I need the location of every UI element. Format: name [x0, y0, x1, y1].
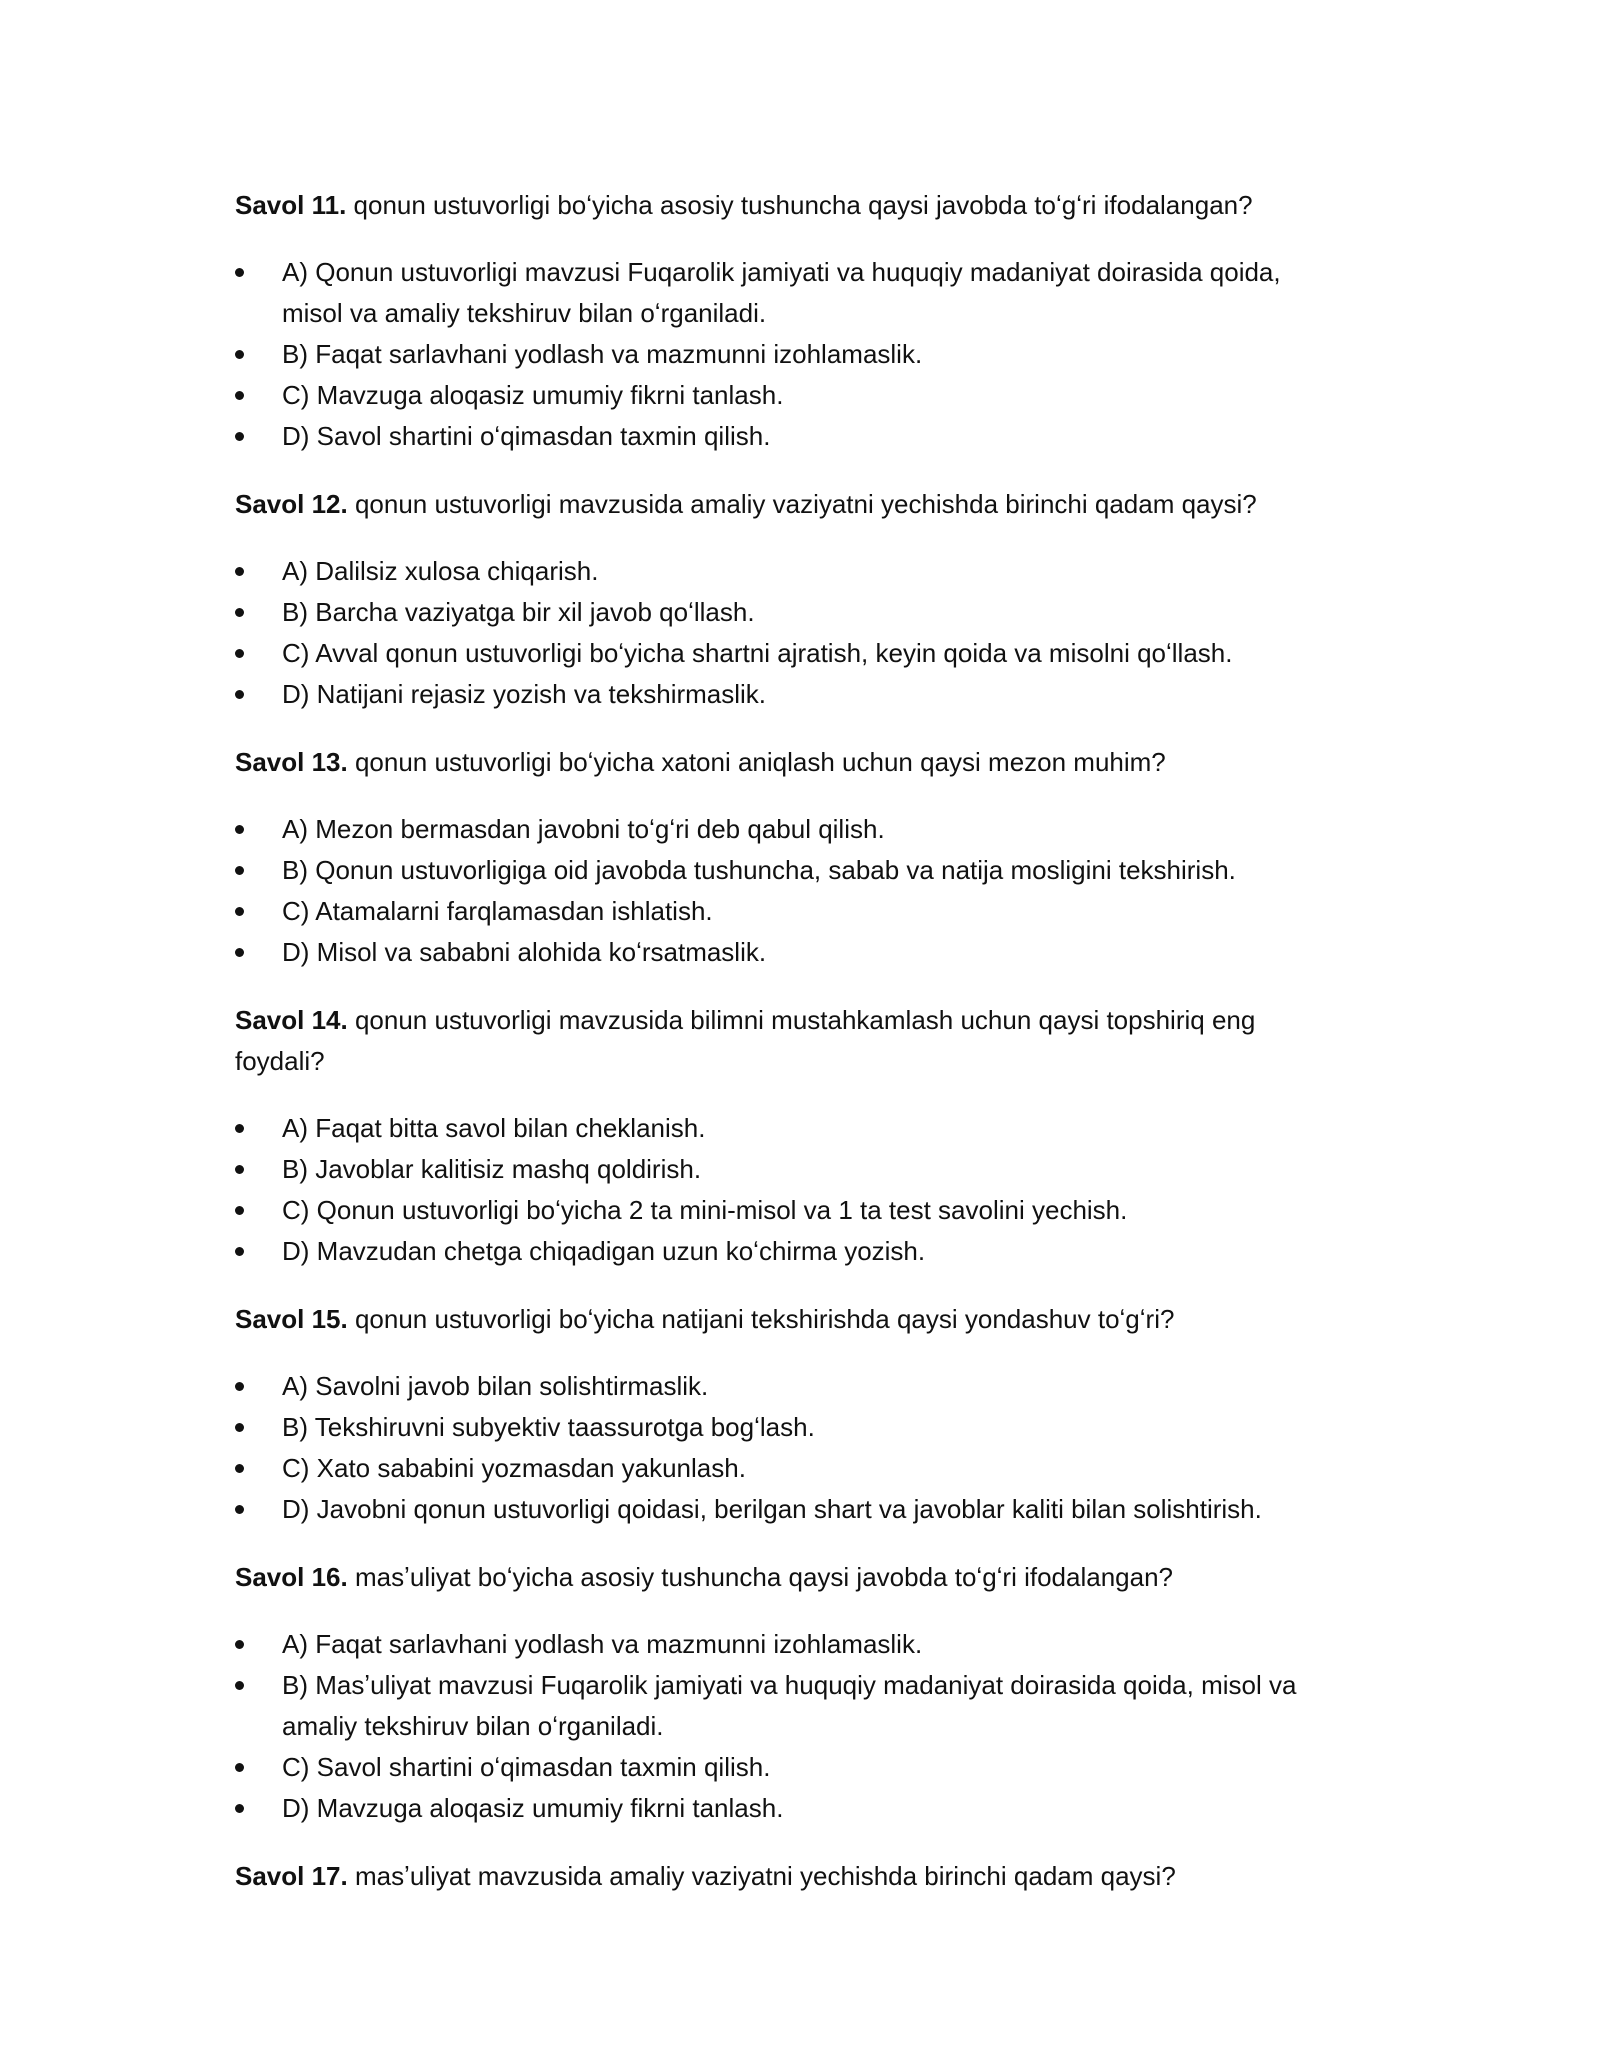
question-body: qonun ustuvorligi boʻyicha xatoni aniqlash uchun qaysi mezon muhim? [347, 747, 1166, 777]
answer-option [235, 375, 1345, 416]
answer-option [235, 1624, 1345, 1665]
answer-options [235, 1108, 1345, 1272]
answer-option [235, 891, 1345, 932]
bullet-icon [235, 1423, 244, 1432]
answer-option-text: C) Mavzuga aloqasiz umumiy fikrni tanlash. [282, 380, 784, 410]
bullet-icon [235, 1165, 244, 1174]
bullet-icon [235, 866, 244, 875]
answer-option-text: D) Mavzudan chetga chiqadigan uzun koʻchirma yozish. [282, 1236, 926, 1266]
answer-options [235, 1624, 1345, 1829]
question-body: qonun ustuvorligi boʻyicha asosiy tushuncha qaysi javobda toʻgʻri ifodalangan? [346, 190, 1253, 220]
bullet-icon [235, 1206, 244, 1215]
answer-option [235, 850, 1345, 891]
question-body: masʼuliyat boʻyicha asosiy tushuncha qaysi javobda toʻgʻri ifodalangan? [347, 1562, 1174, 1592]
answer-option-text: B) Qonun ustuvorligiga oid javobda tushuncha, sabab va natija mosligini tekshirish. [282, 855, 1236, 885]
bullet-icon [235, 608, 244, 617]
bullet-icon [235, 690, 244, 699]
question-label: Savol 17. [235, 1861, 348, 1891]
question-body: qonun ustuvorligi mavzusida amaliy vaziyatni yechishda birinchi qadam qaysi? [347, 489, 1257, 519]
bullet-icon [235, 1505, 244, 1514]
answer-option-text: D) Mavzuga aloqasiz umumiy fikrni tanlash. [282, 1793, 784, 1823]
question-text [235, 1000, 1345, 1082]
bullet-icon [235, 432, 244, 441]
answer-option [235, 551, 1345, 592]
answer-option [235, 1747, 1345, 1788]
answer-option-text: D) Savol shartini oʻqimasdan taxmin qilish. [282, 421, 771, 451]
answer-option [235, 1448, 1345, 1489]
answer-option [235, 1665, 1345, 1747]
answer-options [235, 1366, 1345, 1530]
answer-option [235, 633, 1345, 674]
bullet-icon [235, 1763, 244, 1772]
answer-option-text: C) Avval qonun ustuvorligi boʻyicha shartni ajratish, keyin qoida va misolni qoʻllash. [282, 638, 1233, 668]
question-label: Savol 13. [235, 747, 348, 777]
bullet-icon [235, 907, 244, 916]
answer-option [235, 932, 1345, 973]
answer-option [235, 1788, 1345, 1829]
bullet-icon [235, 1640, 244, 1649]
answer-option [235, 252, 1345, 334]
question-body: qonun ustuvorligi mavzusida bilimni mustahkamlash uchun qaysi topshiriq eng foydali? [235, 1005, 1256, 1076]
answer-option [235, 1231, 1345, 1272]
answer-option [235, 1407, 1345, 1448]
bullet-icon [235, 1464, 244, 1473]
question-text [235, 1557, 1345, 1598]
bullet-icon [235, 649, 244, 658]
bullet-icon [235, 1124, 244, 1133]
answer-option-text: C) Atamalarni farqlamasdan ishlatish. [282, 896, 713, 926]
answer-option-text: C) Savol shartini oʻqimasdan taxmin qilish. [282, 1752, 771, 1782]
answer-options [235, 551, 1345, 715]
question-text [235, 742, 1345, 783]
answer-options [235, 809, 1345, 973]
answer-option [235, 1108, 1345, 1149]
answer-option [235, 1190, 1345, 1231]
answer-option-text: B) Faqat sarlavhani yodlash va mazmunni izohlamaslik. [282, 339, 923, 369]
question-body: qonun ustuvorligi boʻyicha natijani tekshirishda qaysi yondashuv toʻgʻri? [347, 1304, 1175, 1334]
bullet-icon [235, 948, 244, 957]
answer-option-text: D) Natijani rejasiz yozish va tekshirmaslik. [282, 679, 767, 709]
question-label: Savol 16. [235, 1562, 348, 1592]
answer-option-text: C) Xato sababini yozmasdan yakunlash. [282, 1453, 746, 1483]
answer-option [235, 334, 1345, 375]
bullet-icon [235, 567, 244, 576]
answer-option-text: B) Masʼuliyat mavzusi Fuqarolik jamiyati va huquqiy madaniyat doirasida qoida, misol va amaliy tekshiruv bilan oʻrganiladi. [282, 1670, 1297, 1741]
answer-option [235, 1366, 1345, 1407]
bullet-icon [235, 391, 244, 400]
bullet-icon [235, 268, 244, 277]
bullet-icon [235, 350, 244, 359]
answer-option [235, 1489, 1345, 1530]
question-label: Savol 14. [235, 1005, 348, 1035]
answer-option [235, 592, 1345, 633]
bullet-icon [235, 1382, 244, 1391]
bullet-icon [235, 825, 244, 834]
bullet-icon [235, 1804, 244, 1813]
question-label: Savol 12. [235, 489, 348, 519]
answer-option-text: C) Qonun ustuvorligi boʻyicha 2 ta mini-misol va 1 ta test savolini yechish. [282, 1195, 1128, 1225]
bullet-icon [235, 1247, 244, 1256]
answer-option-text: A) Savolni javob bilan solishtirmaslik. [282, 1371, 709, 1401]
answer-option [235, 416, 1345, 457]
question-text [235, 1856, 1345, 1897]
bullet-icon [235, 1681, 244, 1690]
answer-option [235, 809, 1345, 850]
question-label: Savol 15. [235, 1304, 348, 1334]
answer-option-text: D) Misol va sababni alohida koʻrsatmaslik. [282, 937, 767, 967]
answer-option-text: B) Barcha vaziyatga bir xil javob qoʻllash. [282, 597, 755, 627]
question-label: Savol 11. [235, 190, 347, 220]
question-text [235, 484, 1345, 525]
question-list [235, 185, 1345, 1897]
answer-option-text: A) Faqat bitta savol bilan cheklanish. [282, 1113, 706, 1143]
question-body: masʼuliyat mavzusida amaliy vaziyatni yechishda birinchi qadam qaysi? [347, 1861, 1176, 1891]
question-text [235, 1299, 1345, 1340]
answer-options [235, 252, 1345, 457]
answer-option-text: D) Javobni qonun ustuvorligi qoidasi, berilgan shart va javoblar kaliti bilan solishtirish. [282, 1494, 1262, 1524]
question-text [235, 185, 1345, 226]
answer-option-text: B) Tekshiruvni subyektiv taassurotga bogʻlash. [282, 1412, 815, 1442]
answer-option-text: A) Mezon bermasdan javobni toʻgʻri deb qabul qilish. [282, 814, 885, 844]
answer-option-text: A) Dalilsiz xulosa chiqarish. [282, 556, 599, 586]
answer-option-text: A) Qonun ustuvorligi mavzusi Fuqarolik jamiyati va huquqiy madaniyat doirasida qoida, misol va amaliy tekshiruv bilan oʻrganiladi. [282, 257, 1281, 328]
answer-option [235, 1149, 1345, 1190]
answer-option [235, 674, 1345, 715]
answer-option-text: A) Faqat sarlavhani yodlash va mazmunni izohlamaslik. [282, 1629, 923, 1659]
answer-option-text: B) Javoblar kalitisiz mashq qoldirish. [282, 1154, 702, 1184]
